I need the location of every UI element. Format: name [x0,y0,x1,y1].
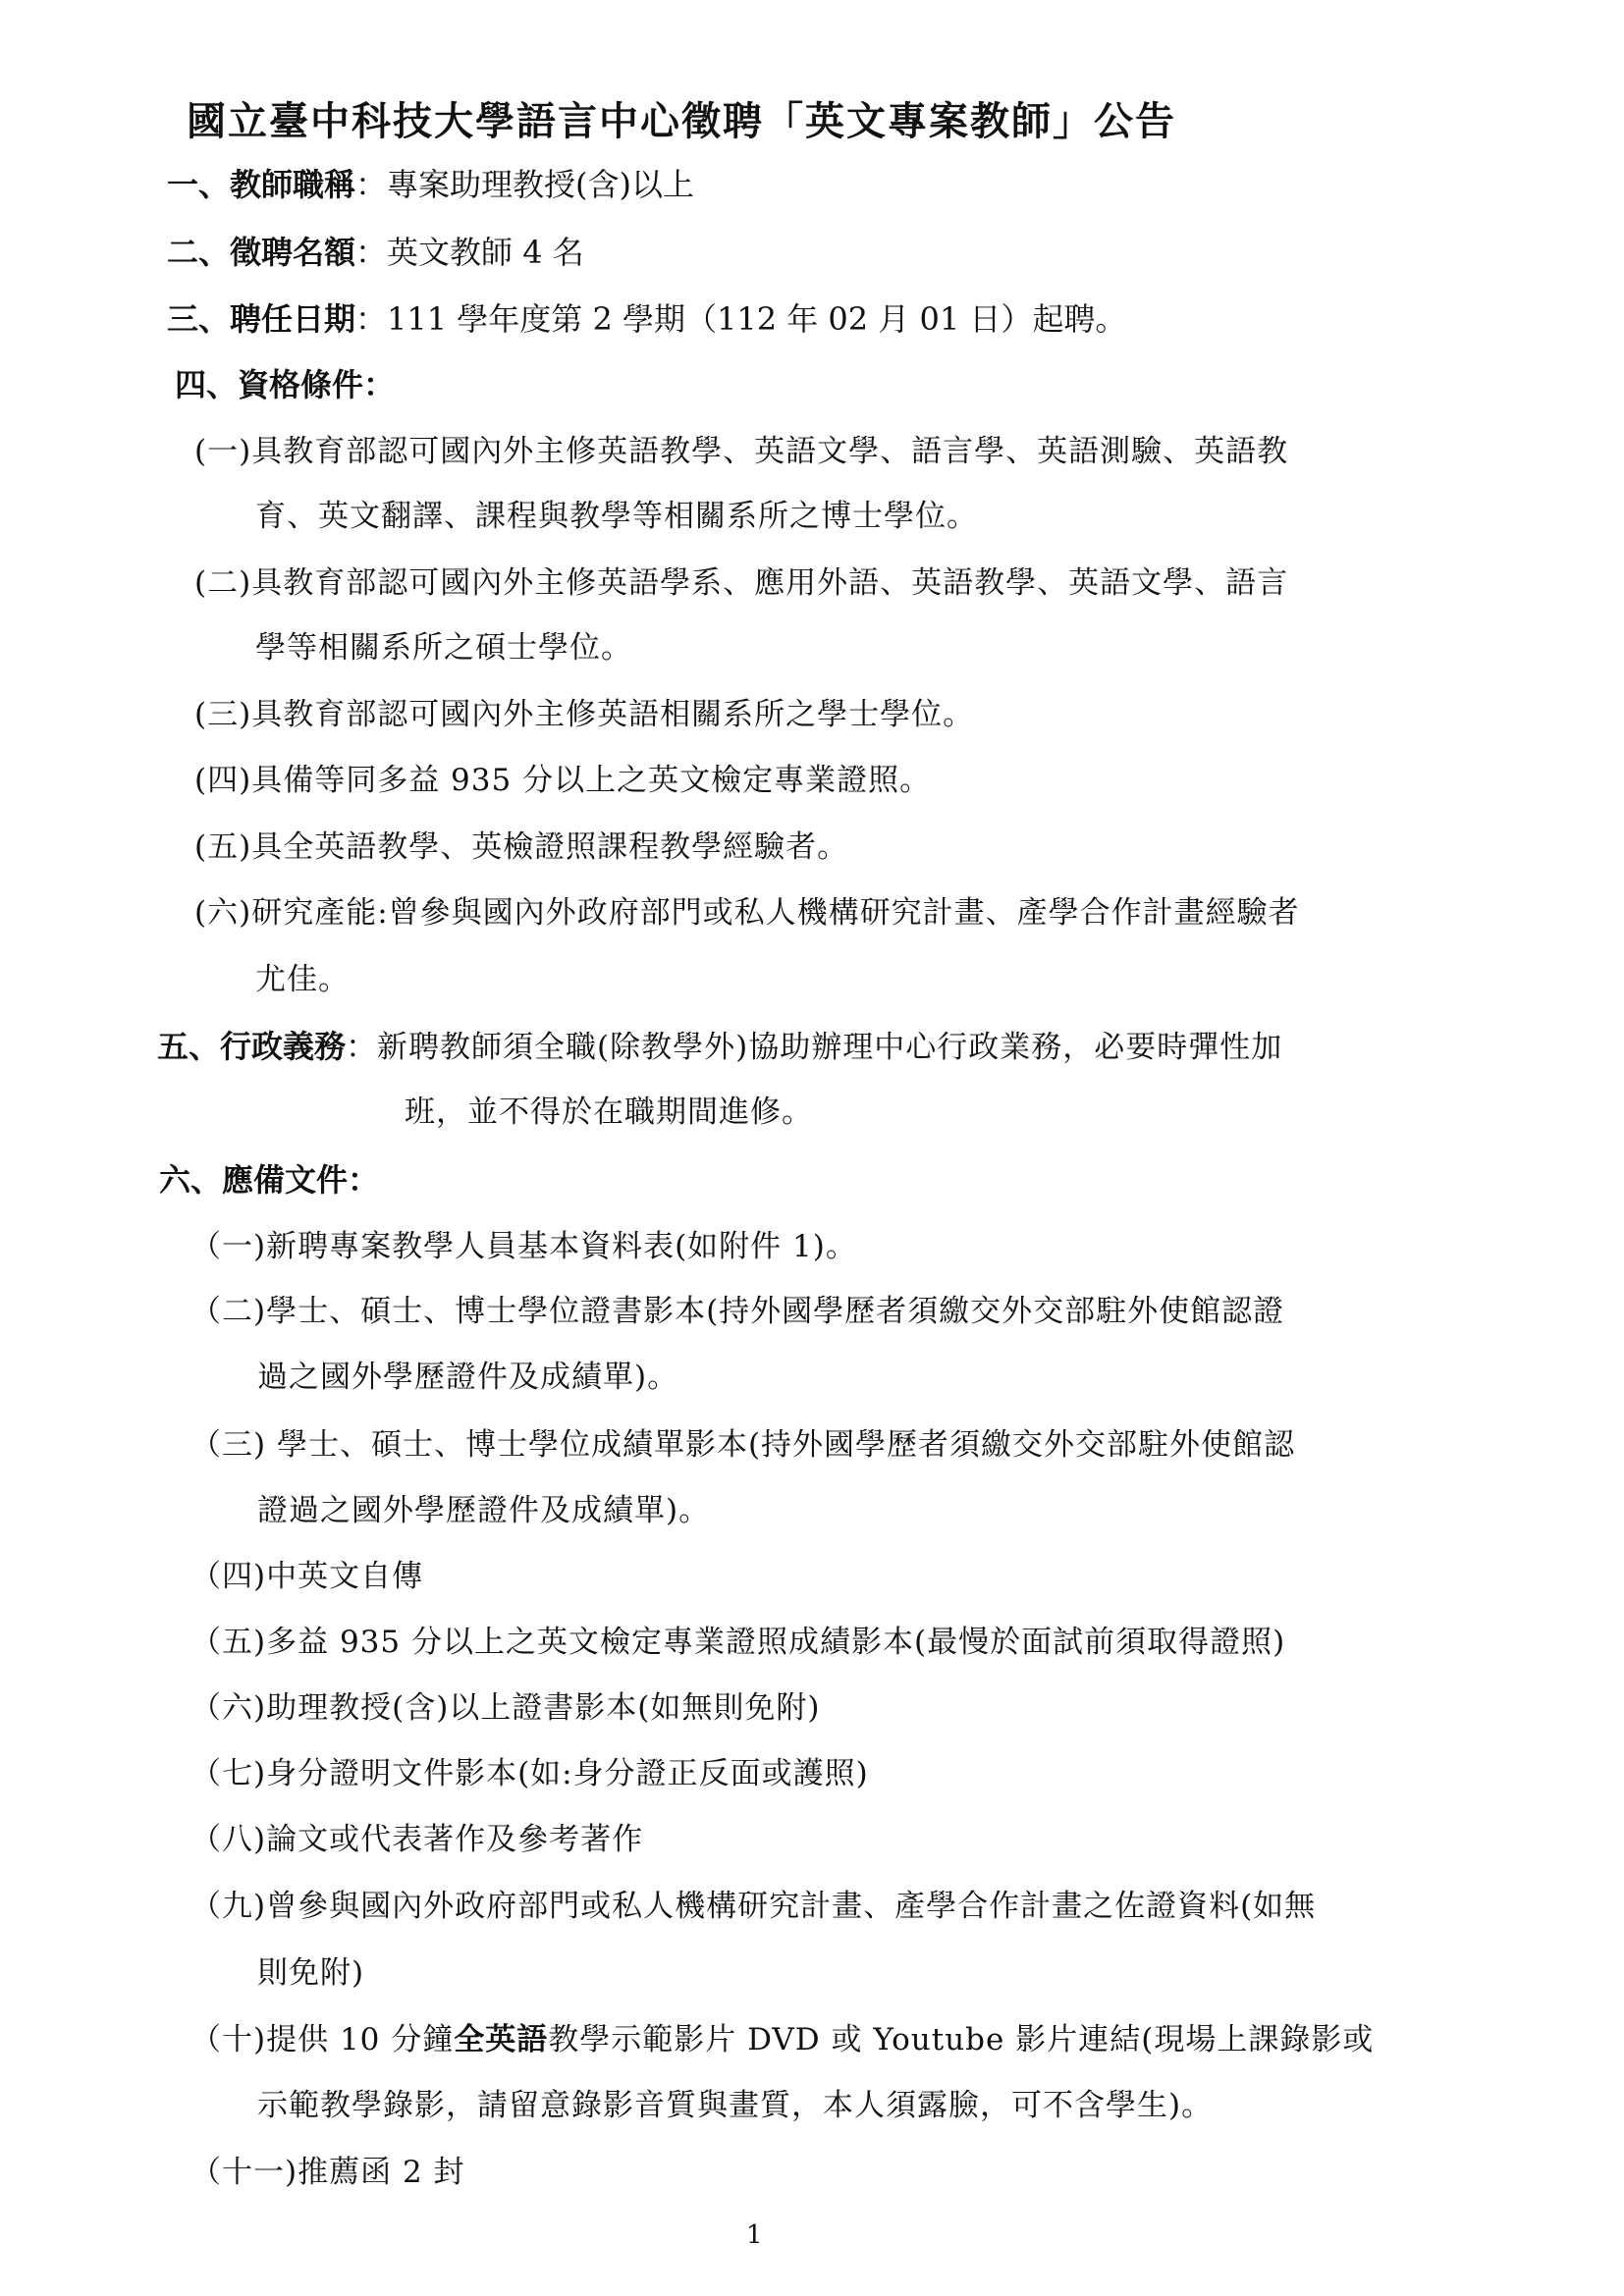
section-sep: ： [355,234,388,271]
document-item: （十一)推薦函 2 封 [190,2155,465,2190]
section-key: 二、徵聘名額 [167,234,356,271]
qualification-item: (四)具備等同多益 935 分以上之英文檢定專業證照。 [194,763,932,798]
section-key: 五、行政義務 [157,1028,347,1065]
section-required-documents [159,1160,379,1200]
section-value: 英文教師 4 名 [387,234,584,271]
qualification-item-cont: 尤佳。 [255,962,350,997]
emphasis-text: 全英語 [454,2022,549,2057]
document-item: （二)學士、碩士、博士學位證書影本(持外國學歷者須繳交外交部駐外使館認證 [190,1294,1285,1329]
section-teacher-title [167,165,694,204]
document-item: （一)新聘專案教學人員基本資料表(如附件 1)。 [190,1229,857,1264]
section-sep: ： [346,1028,378,1065]
section-key: 三、聘任日期 [167,300,356,338]
qualification-item: (一)具教育部認可國內外主修英語教學、英語文學、語言學、英語測驗、英語教 [194,434,1289,469]
document-item: （七)身分證明文件影本(如:身分證正反面或護照) [190,1756,869,1791]
document-text: 教學示範影片 DVD 或 Youtube 影片連結(現場上課錄影或 [548,2022,1375,2057]
section-key: 一、教師職稱 [167,166,356,203]
section-value: 新聘教師須全職(除教學外)協助辦理中心行政業務，必要時彈性加 [377,1030,1283,1065]
document-item [190,2020,1374,2059]
qualification-item-cont: 學等相關系所之碩士學位。 [255,630,632,666]
section-value: 專案助理教授(含)以上 [387,166,695,203]
page-number: 1 [746,2220,763,2250]
section-sep: ： [355,166,388,203]
qualification-item-cont: 育、英文翻譯、課程與教學等相關系所之博士學位。 [255,499,978,534]
section-sep: ： [363,366,396,403]
document-item-cont: 證過之國外學歷證件及成績單)。 [257,1493,711,1528]
qualification-item: (三)具教育部認可國內外主修英語相關系所之學士學位。 [194,697,975,732]
document-item: （三) 學士、碩士、博士學位成績單影本(持外國學歷者須繳交外交部駐外使館認 [190,1427,1296,1463]
section-positions [167,233,584,272]
section-qualifications [175,365,395,404]
qualification-item: (二)具教育部認可國內外主修英語學系、應用外語、英語教學、英語文學、語言 [194,565,1289,601]
section-value: 111 學年度第 2 學期（112 年 02 月 01 日）起聘。 [387,300,1127,338]
page-title: 國立臺中科技大學語言中心徵聘「英文專案教師」公告 [187,98,1176,144]
document-item: （八)論文或代表著作及參考著作 [190,1822,644,1857]
document-item: （五)多益 935 分以上之英文檢定專業證照成績影本(最慢於面試前須取得證照) [190,1625,1286,1660]
section-admin-duty [157,1027,1282,1067]
section-sep: ： [348,1161,380,1199]
document-item: （六)助理教授(含)以上證書影本(如無則免附) [190,1690,821,1726]
section-start-date [167,299,1126,339]
qualification-item: (六)研究產能:曾參與國內外政府部門或私人機構研究計畫、產學合作計畫經驗者 [194,895,1300,931]
document-item: （九)曾參與國內外政府部門或私人機構研究計畫、產學合作計畫之佐證資料(如無 [190,1889,1317,1924]
document-item-cont: 過之國外學歷證件及成績單)。 [257,1360,679,1395]
section-sep: ： [355,300,388,338]
document-item: （四)中英文自傳 [190,1559,424,1594]
document-text: （十)提供 10 分鐘 [190,2022,455,2057]
section-key: 六、應備文件 [159,1161,349,1199]
section-key: 四、資格條件 [175,366,364,403]
section-value-cont: 班，並不得於在職期間進修。 [405,1095,813,1130]
document-item-cont: 則免附) [257,1955,365,1991]
qualification-item: (五)具全英語教學、英檢證照課程教學經驗者。 [194,829,849,865]
document-item-cont: 示範教學錄影，請留意錄影音質與畫質，本人須露臉，可不含學生)。 [257,2088,1214,2123]
